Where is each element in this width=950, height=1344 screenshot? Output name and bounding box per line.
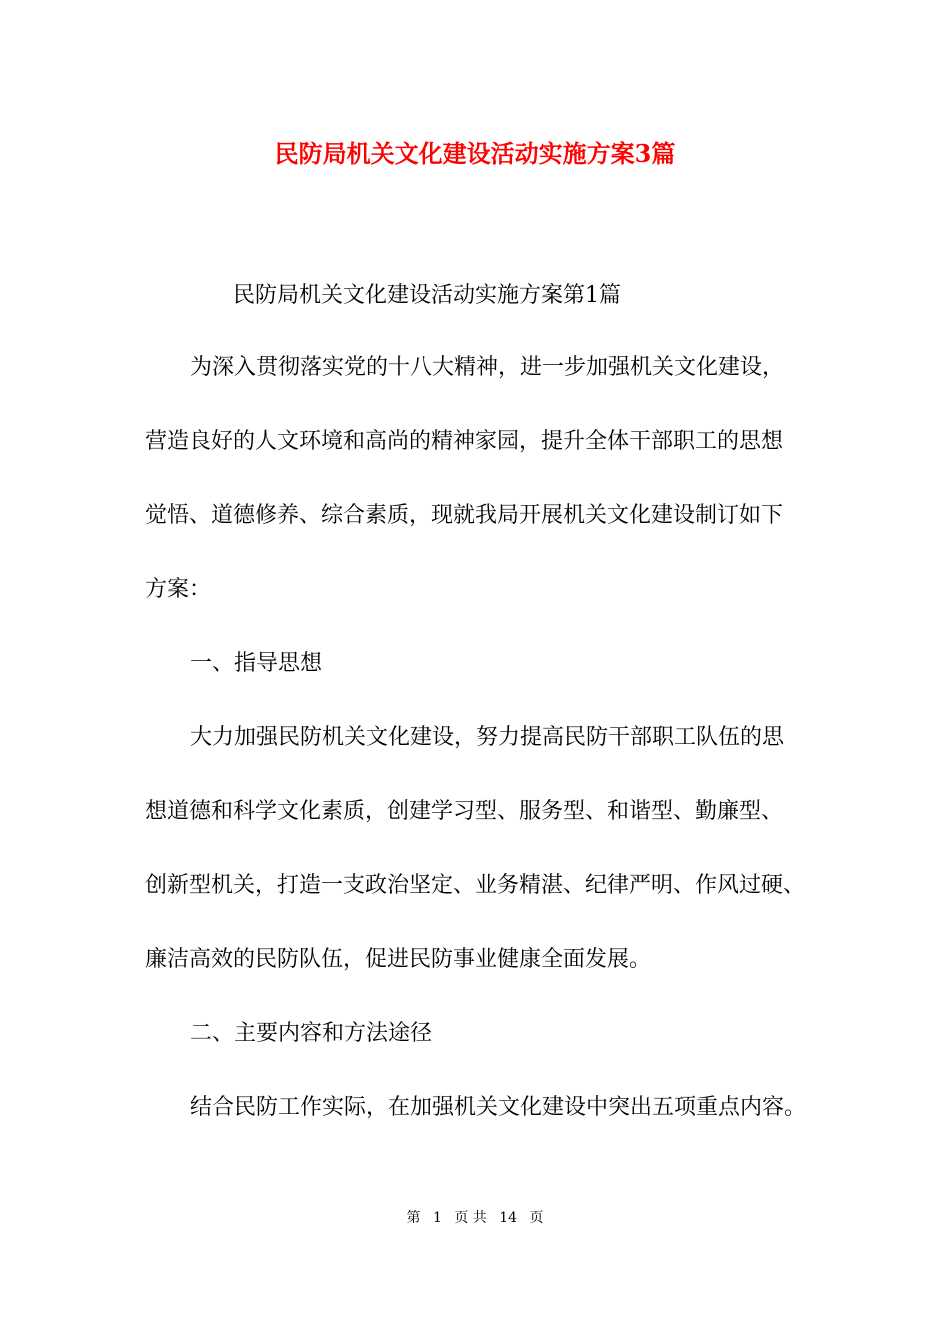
paragraph-line: 创新型机关，打造一支政治坚定、业务精湛、纪律严明、作风过硬、 — [145, 873, 806, 898]
section-heading: 二、主要内容和方法途径 — [190, 1021, 433, 1046]
footer-middle: 页 共 — [454, 1210, 487, 1226]
paragraph-line: 为深入贯彻落实党的十八大精神，进一步加强机关文化建设， — [190, 355, 785, 380]
footer-current-page: 1 — [432, 1210, 442, 1226]
footer-total-pages: 14 — [499, 1210, 518, 1226]
paragraph-line: 廉洁高效的民防队伍，促进民防事业健康全面发展。 — [145, 947, 652, 972]
section-subtitle: 民防局机关文化建设活动实施方案第1篇 — [233, 283, 621, 308]
paragraph-line: 营造良好的人文环境和高尚的精神家园，提升全体干部职工的思想 — [145, 429, 784, 454]
section-heading: 一、指导思想 — [190, 651, 323, 676]
footer-prefix: 第 — [406, 1210, 421, 1226]
paragraph-line: 想道德和科学文化素质，创建学习型、服务型、和谐型、勤廉型、 — [145, 799, 784, 824]
paragraph-line: 觉悟、道德修养、综合素质，现就我局开展机关文化建设制订如下 — [145, 503, 784, 528]
page-footer — [0, 1208, 950, 1228]
paragraph-line: 大力加强民防机关文化建设，努力提高民防干部职工队伍的思 — [190, 725, 785, 750]
paragraph-line: 结合民防工作实际，在加强机关文化建设中突出五项重点内容。 — [190, 1095, 807, 1120]
paragraph-line: 方案： — [145, 577, 212, 602]
page-title: 民防局机关文化建设活动实施方案3篇 — [274, 139, 676, 168]
footer-suffix: 页 — [529, 1210, 544, 1226]
